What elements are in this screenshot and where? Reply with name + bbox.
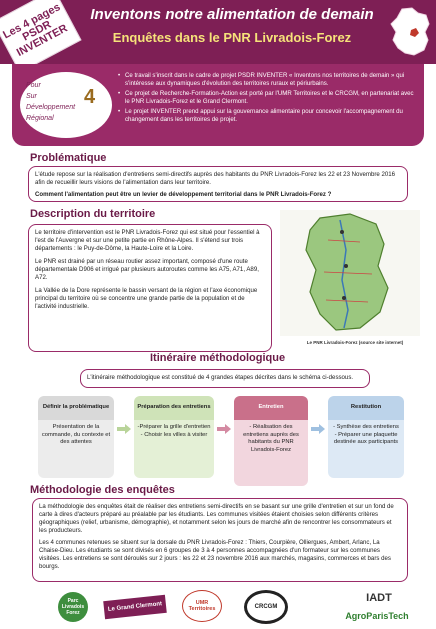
grand-clermont-logo: Le Grand Clermont bbox=[103, 595, 167, 619]
description-paragraph-3: La Vallée de la Dore représente le bassin versant de la région et l'axe économique principal du territoire où se concentre une grande partie de la population et de l'activité industrielle. bbox=[35, 287, 258, 310]
description-paragraph-1: Le territoire d'intervention est le PNR Livradois-Forez qui est situé pour l'essentiel à l'est de l'Auvergne et sur une petite partie en Rhône-Alpes. Il s'étend sur trois départements : le Puy-de-Dôme, la Haute-Loire et la Loire. bbox=[35, 229, 260, 252]
step-3 bbox=[234, 396, 308, 486]
methodologie-title: Méthodologie des enquêtes bbox=[30, 484, 175, 496]
description-paragraph-2: Le PNR est drainé par un réseau routier assez important, composé d'une route départementale D906 et irrigué par plusieurs autoroutes comme les A75, A71, A89, A72. bbox=[35, 258, 259, 281]
step-1-body: Présentation de la commande, du contexte et des attentes bbox=[38, 420, 114, 478]
pnr-logo: Parc Livradois Forez bbox=[58, 592, 88, 622]
arrow-right-icon bbox=[311, 424, 325, 434]
step-3-head: Entretien bbox=[234, 396, 308, 420]
psdr-line-2: Sur bbox=[26, 93, 37, 100]
problematique-box bbox=[28, 166, 408, 202]
agroparistech-logo: AgroParisTech bbox=[345, 611, 409, 621]
psdr-line-4: Régional bbox=[26, 115, 54, 122]
step-2 bbox=[134, 396, 214, 478]
methodologie-paragraph-1: La méthodologie des enquêtes était de réaliser des entretiens semi-directifs en se basant sur une grille d'entretien et sur un fond de carte à dires d'acteurs préparé au préalable par les étudiants. Les communes visitées étaient choisies selon différents critères géographiques (relief, urbanisme, démographie), et notamment selon les jours de marché afin de rencontrer les consommateurs et les producteurs. bbox=[39, 503, 394, 534]
iadt-logo: IADT bbox=[366, 592, 392, 604]
problematique-title: Problématique bbox=[30, 152, 107, 164]
methodologie-paragraph-2: Les 4 communes retenues se situent sur la dorsale du PNR Livradois-Forez : Thiers, Courpière, Olliergues, Ambert, Arlanc, La Chaise-Dieu. Les étudiants se sont divisés en 6 groupes de 3 à 4 personnes accompagnées d'un formateur sur les communes visitées. Les entretiens se sont déroulés sur 2 jours : les 22 et 23 novembre 2016 aux marchés, magasins, commerces et bars des bourgs. bbox=[39, 539, 391, 570]
poster-subtitle: Enquêtes dans le PNR Livradois-Forez bbox=[112, 30, 352, 45]
arrow-right-icon bbox=[217, 424, 231, 434]
umr-territoires-logo: UMR Territoires bbox=[182, 590, 222, 622]
map-caption: Le PNR Livradois-Forez (source site internet) bbox=[306, 340, 404, 345]
step-1 bbox=[38, 396, 114, 478]
methodologie-box bbox=[32, 498, 408, 582]
itineraire-title: Itinéraire méthodologique bbox=[150, 352, 286, 364]
problematique-text: L'étude repose sur la réalisation d'entretiens semi-directifs auprès des habitants du PNR Livradois-Forez les 22 et 23 Novembre 2016 afin de recueillir leurs visions de l'alimentation dans leur territoire. bbox=[35, 171, 396, 186]
stamp-text: Les 4 pages PSDR INVENTER bbox=[0, 0, 70, 59]
poster-title: Inventons notre alimentation de demain bbox=[90, 6, 374, 23]
itineraire-intro: L'itinéraire méthodologique est constitué de 4 grandes étapes décrites dans le schéma ci-dessous. bbox=[87, 374, 354, 381]
pnr-map-image bbox=[280, 210, 420, 336]
psdr-line-3: Développement bbox=[26, 104, 76, 111]
step-4-body: - Synthèse des entretiens - Préparer une plaquette destinée aux participants bbox=[328, 420, 404, 478]
intro-item: • Ce travail s'inscrit dans le cadre de projet PSDR INVENTER « Inventons nos territoires de demain » qui s'intéresse aux dynamiques d'évolution des territoires ruraux et périurbains. bbox=[118, 72, 418, 88]
step-3-body: - Réalisation des entretiens auprès des habitants du PNR Livradois-Forez bbox=[234, 420, 308, 486]
psdr-logo-text bbox=[26, 80, 75, 124]
intro-item: • Ce projet de Recherche-Formation-Action est porté par l'UMR Territoires et le CRCGM, en partenariat avec le PNR Livradois-Forez et le Grand Clermont. bbox=[118, 90, 418, 106]
crcgm-logo: CRCGM bbox=[244, 590, 288, 624]
description-box bbox=[28, 224, 272, 352]
psdr-four: 4 bbox=[84, 86, 96, 108]
intro-item: • Le projet INVENTER prend appui sur la gouvernance alimentaire pour concevoir l'accompagnement du changement dans les territoires de projet. bbox=[118, 108, 418, 124]
step-4 bbox=[328, 396, 404, 478]
arrow-right-icon bbox=[117, 424, 131, 434]
step-1-head: Définir la problématique bbox=[38, 396, 114, 420]
itineraire-intro-box bbox=[80, 369, 370, 388]
problematique-question: Comment l'alimentation peut être un levier de développement territorial dans le PNR Livradois-Forez ? bbox=[35, 191, 332, 198]
france-map-icon bbox=[388, 6, 432, 58]
intro-list bbox=[118, 72, 418, 126]
psdr-line-1: Pour bbox=[26, 82, 41, 89]
step-2-body: -Préparer la grille d'entretien - Choisir les villes à visiter bbox=[134, 420, 214, 478]
description-title: Description du territoire bbox=[30, 208, 156, 220]
step-4-head: Restitution bbox=[328, 396, 404, 420]
step-2-head: Préparation des entretiens bbox=[134, 396, 214, 420]
